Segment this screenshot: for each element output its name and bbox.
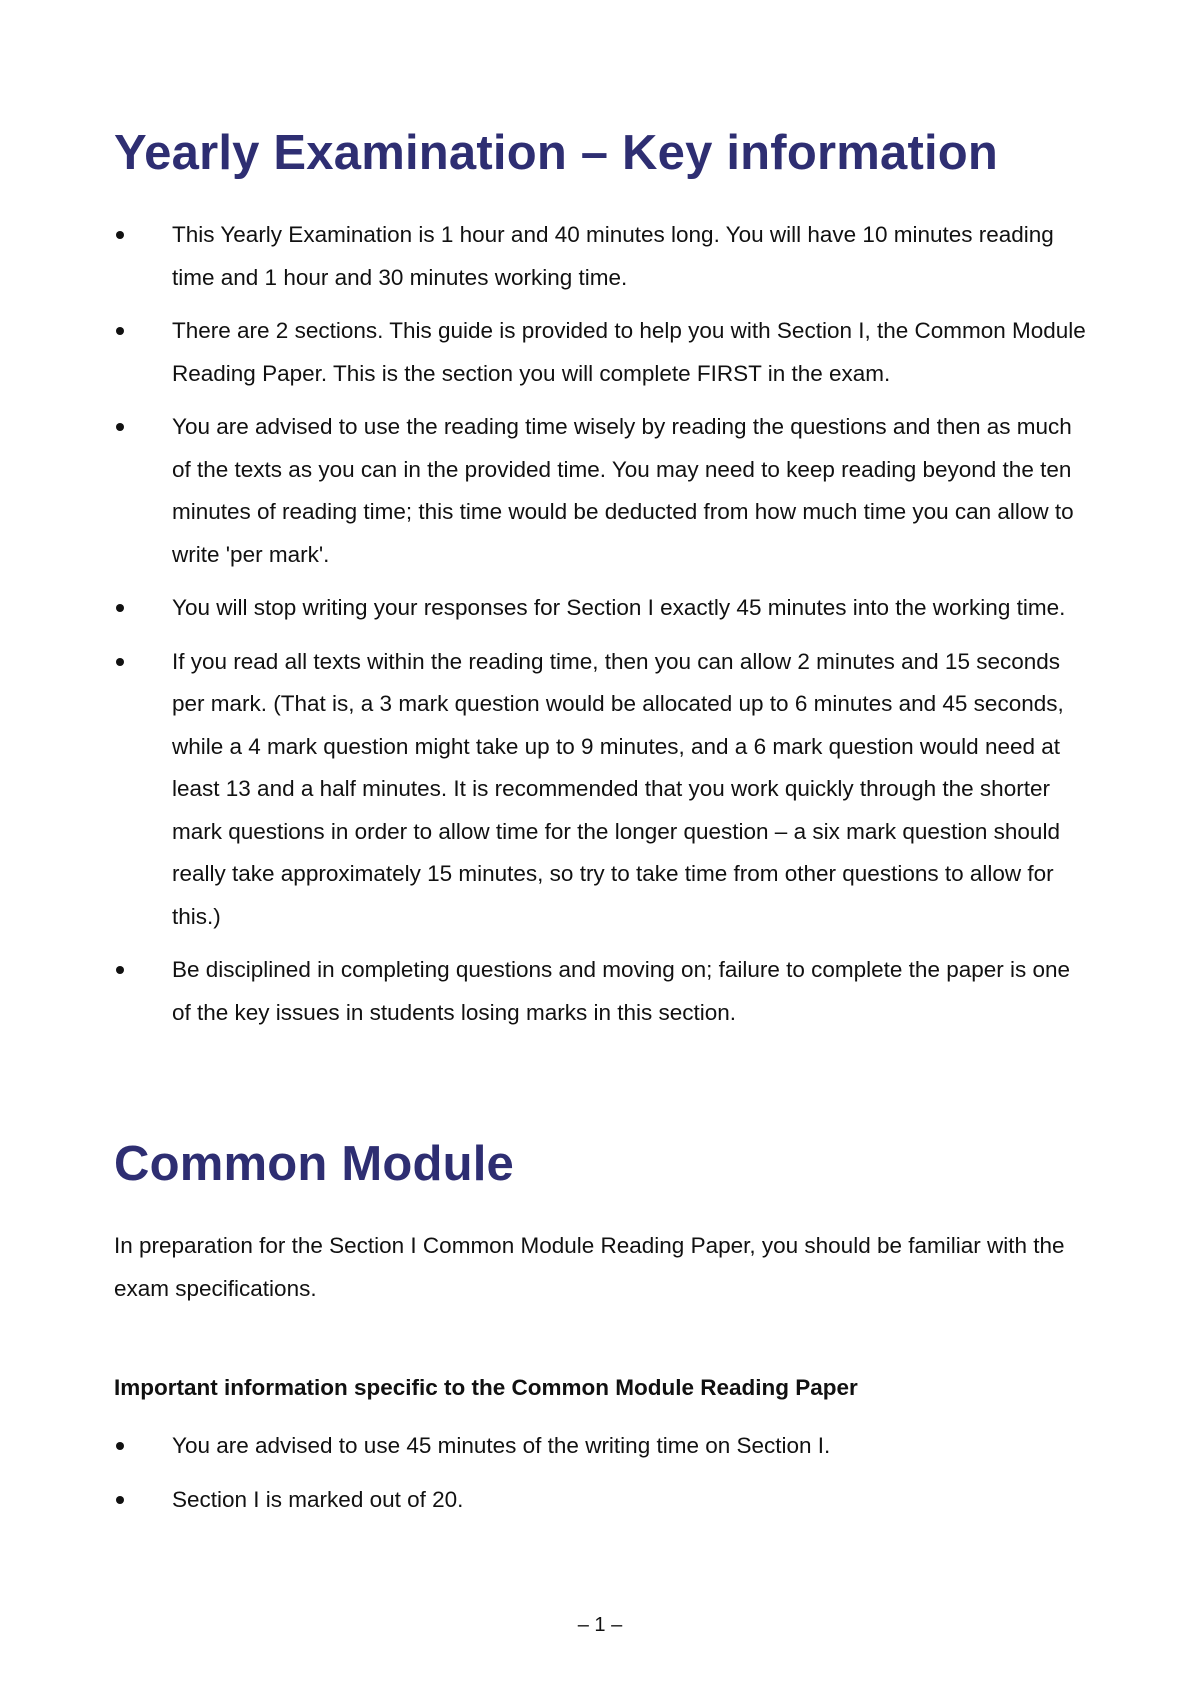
- reading-paper-info-list: [114, 1425, 1094, 1532]
- bullet-icon: [116, 327, 124, 335]
- list-item: [114, 641, 1094, 939]
- key-information-list: [114, 214, 1094, 1045]
- list-item: [114, 406, 1094, 576]
- bullet-icon: [116, 423, 124, 431]
- bullet-icon: [116, 231, 124, 239]
- list-item: [114, 587, 1094, 630]
- page-number: – 1 –: [577, 1614, 623, 1636]
- subheading: Important information specific to the Common Module Reading Paper: [114, 1375, 858, 1400]
- list-item-text: This Yearly Examination is 1 hour and 40 minutes long. You will have 10 minutes reading time and 1 hour and 30 minutes working time.: [172, 222, 1054, 290]
- list-item: [114, 949, 1094, 1034]
- list-item: [114, 1479, 1094, 1522]
- bullet-icon: [116, 966, 124, 974]
- bullet-icon: [116, 1496, 124, 1504]
- list-item-text: If you read all texts within the reading time, then you can allow 2 minutes and 15 seconds per mark. (That is, a 3 mark question would be allocated up to 6 minutes and 45 seconds, while a 4 mark question might take up to 9 minutes, and a 6 mark question would need at least 13 and a half minutes. It is recommended that you work quickly through the shorter mark questions in order to allow time for the longer question – a six mark question should really take approximately 15 minutes, so try to take time from other questions to allow for this.): [172, 648, 1064, 929]
- bullet-icon: [116, 604, 124, 612]
- bullet-icon: [116, 1442, 124, 1450]
- list-item: [114, 1425, 1094, 1468]
- list-item-text: Section I is marked out of 20.: [172, 1486, 464, 1512]
- list-item: [114, 214, 1094, 299]
- list-item: [114, 310, 1094, 395]
- list-item-text: Be disciplined in completing questions and moving on; failure to complete the paper is one of the key issues in students losing marks in this section.: [172, 957, 1071, 1025]
- list-item-text: You are advised to use 45 minutes of the writing time on Section I.: [172, 1433, 831, 1458]
- bullet-icon: [116, 658, 124, 666]
- page-title: Yearly Examination – Key information: [114, 126, 999, 180]
- intro-paragraph: In preparation for the Section I Common Module Reading Paper, you should be familiar with the exam specifications.: [114, 1233, 1065, 1301]
- list-item-text: You will stop writing your responses for Section I exactly 45 minutes into the working time.: [172, 595, 1066, 620]
- list-item-text: There are 2 sections. This guide is provided to help you with Section I, the Common Module Reading Paper. This is the section you will complete FIRST in the exam.: [172, 318, 1086, 386]
- section-heading: Common Module: [114, 1137, 515, 1191]
- list-item-text: You are advised to use the reading time wisely by reading the questions and then as much of the texts as you can in the provided time. You may need to keep reading beyond the ten minutes of reading time; this time would be deducted from how much time you can allow to write 'per mark'.: [172, 414, 1074, 567]
